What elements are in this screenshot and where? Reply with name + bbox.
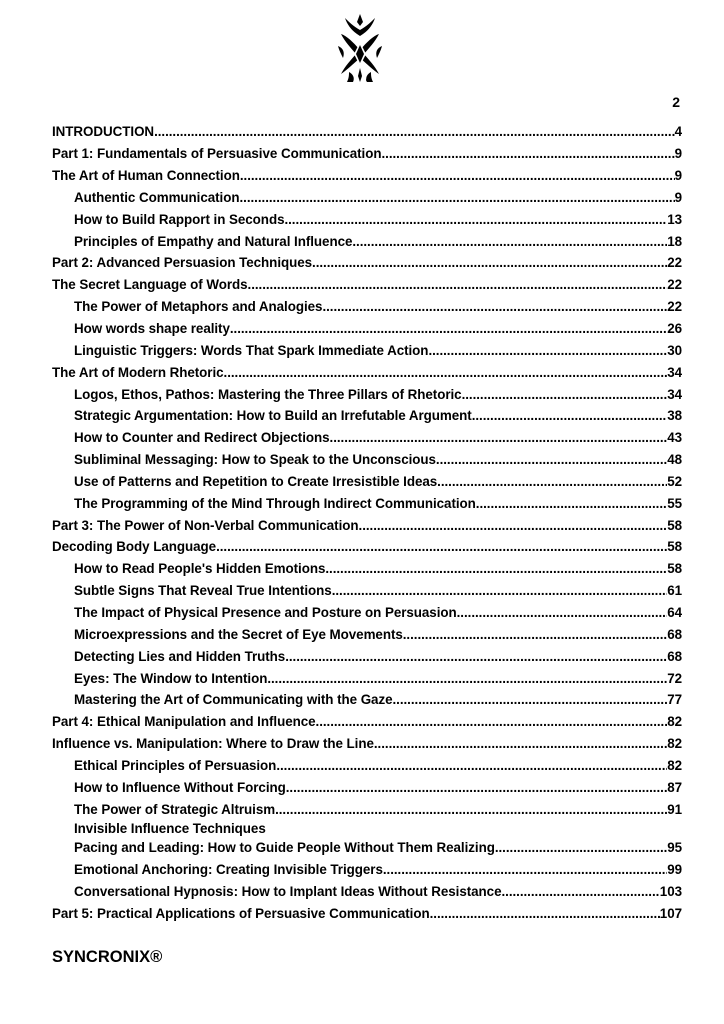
toc-entry-title: Part 5: Practical Applications of Persuasive Communication <box>52 905 430 921</box>
toc-entry-title: The Programming of the Mind Through Indirect Communication <box>74 495 476 511</box>
toc-leader-dots <box>374 736 667 751</box>
toc-entry[interactable] <box>52 645 682 667</box>
table-of-contents <box>52 121 682 924</box>
toc-entry-page: 72 <box>667 670 682 686</box>
toc-leader-dots <box>381 146 674 161</box>
toc-leader-dots <box>322 299 667 314</box>
toc-entry[interactable] <box>52 230 682 252</box>
toc-entry-page: 95 <box>667 840 682 856</box>
toc-entry[interactable] <box>52 558 682 580</box>
toc-entry-page: 77 <box>667 692 682 708</box>
toc-entry-title: Part 2: Advanced Persuasion Techniques <box>52 255 313 271</box>
toc-entry-title: Invisible Influence Techniques <box>74 821 266 836</box>
toc-entry[interactable] <box>52 274 682 296</box>
toc-entry-page: 4 <box>674 124 682 140</box>
toc-entry-page: 38 <box>667 408 682 424</box>
toc-entry-title: How words shape reality <box>74 321 230 337</box>
toc-entry[interactable] <box>52 187 682 209</box>
toc-entry-page: 82 <box>667 757 682 773</box>
toc-entry[interactable] <box>52 492 682 514</box>
toc-leader-dots <box>330 430 668 445</box>
toc-leader-dots <box>436 452 667 467</box>
toc-entry-page: 91 <box>667 801 682 817</box>
toc-entry-title: Subtle Signs That Reveal True Intentions <box>74 583 332 599</box>
toc-entry-title: Microexpressions and the Secret of Eye Movements <box>74 626 403 642</box>
toc-entry[interactable] <box>52 252 682 274</box>
toc-leader-dots <box>501 884 659 899</box>
toc-entry[interactable] <box>52 602 682 624</box>
toc-entry[interactable] <box>52 903 682 925</box>
toc-leader-dots <box>312 255 667 270</box>
toc-entry[interactable] <box>52 383 682 405</box>
toc-entry-title: How to Build Rapport in Seconds <box>74 211 285 227</box>
toc-leader-dots <box>359 518 668 533</box>
toc-leader-dots <box>316 714 668 729</box>
toc-entry[interactable] <box>52 208 682 230</box>
toc-leader-dots <box>430 906 660 921</box>
toc-leader-dots <box>230 321 667 336</box>
toc-entry-page: 82 <box>667 736 682 752</box>
toc-leader-dots <box>276 758 667 773</box>
toc-entry[interactable] <box>52 514 682 536</box>
toc-entry-title: The Impact of Physical Presence and Posture on Persuasion <box>74 604 457 620</box>
toc-entry[interactable] <box>52 143 682 165</box>
toc-leader-dots <box>403 627 667 642</box>
toc-entry[interactable] <box>52 536 682 558</box>
toc-entry-page: 22 <box>667 255 682 271</box>
toc-entry-title: Authentic Communication <box>74 189 240 205</box>
toc-leader-dots <box>248 277 668 292</box>
toc-entry-page: 48 <box>667 452 682 468</box>
toc-entry[interactable] <box>52 820 682 837</box>
toc-entry-title: Conversational Hypnosis: How to Implant Ideas Without Resistance <box>74 884 502 900</box>
toc-entry[interactable] <box>52 733 682 755</box>
toc-entry-title: Pacing and Leading: How to Guide People Without Them Realizing <box>74 840 495 856</box>
toc-entry[interactable] <box>52 776 682 798</box>
toc-entry[interactable] <box>52 623 682 645</box>
toc-entry-title: INTRODUCTION <box>52 124 155 140</box>
toc-entry-title: Use of Patterns and Repetition to Create Irresistible Ideas <box>74 473 438 489</box>
toc-leader-dots <box>352 234 667 249</box>
toc-leader-dots <box>457 605 668 620</box>
toc-entry[interactable] <box>52 580 682 602</box>
toc-entry-title: Ethical Principles of Persuasion <box>74 757 277 773</box>
toc-entry-title: Part 3: The Power of Non-Verbal Communication <box>52 517 359 533</box>
toc-entry-page: 107 <box>659 905 682 921</box>
page-number: 2 <box>672 94 680 110</box>
toc-leader-dots <box>285 649 667 664</box>
toc-entry-title: Eyes: The Window to Intention <box>74 670 268 686</box>
toc-leader-dots <box>325 561 667 576</box>
toc-entry-page: 9 <box>674 189 682 205</box>
toc-leader-dots <box>383 862 667 877</box>
toc-entry[interactable] <box>52 427 682 449</box>
toc-entry[interactable] <box>52 318 682 340</box>
toc-entry-title: Decoding Body Language <box>52 539 217 555</box>
toc-entry-page: 68 <box>667 648 682 664</box>
toc-leader-dots <box>472 408 668 423</box>
toc-entry-page: 82 <box>667 714 682 730</box>
toc-entry-page: 58 <box>667 517 682 533</box>
toc-entry[interactable] <box>52 296 682 318</box>
toc-entry[interactable] <box>52 798 682 820</box>
toc-entry-title: Emotional Anchoring: Creating Invisible Triggers <box>74 862 383 878</box>
toc-entry-title: Part 4: Ethical Manipulation and Influence <box>52 714 316 730</box>
toc-leader-dots <box>286 780 667 795</box>
toc-entry-page: 34 <box>667 364 682 380</box>
toc-entry-title: The Power of Strategic Altruism <box>74 801 276 817</box>
toc-entry[interactable] <box>52 689 682 711</box>
toc-entry-title: Logos, Ethos, Pathos: Mastering the Three Pillars of Rhetoric <box>74 386 462 402</box>
toc-entry[interactable] <box>52 711 682 733</box>
toc-entry-title: How to Counter and Redirect Objections <box>74 430 330 446</box>
toc-entry-page: 58 <box>667 561 682 577</box>
toc-entry-title: Linguistic Triggers: Words That Spark Immediate Action <box>74 342 429 358</box>
toc-entry-title: Strategic Argumentation: How to Build an Irrefutable Argument <box>74 408 472 424</box>
toc-entry-page: 87 <box>667 779 682 795</box>
toc-entry-page: 68 <box>667 626 682 642</box>
toc-entry-page: 34 <box>667 386 682 402</box>
toc-leader-dots <box>393 692 668 707</box>
toc-entry-title: The Power of Metaphors and Analogies <box>74 299 323 315</box>
brand-name: SYNCRONIX® <box>52 948 163 966</box>
toc-entry-page: 43 <box>667 430 682 446</box>
toc-leader-dots <box>267 671 667 686</box>
toc-entry-page: 58 <box>667 539 682 555</box>
toc-leader-dots <box>437 474 667 489</box>
toc-entry-page: 22 <box>667 299 682 315</box>
toc-entry[interactable] <box>52 361 682 383</box>
toc-entry-page: 13 <box>667 211 682 227</box>
toc-leader-dots <box>284 212 667 227</box>
toc-leader-dots <box>216 539 667 554</box>
toc-entry[interactable] <box>52 881 682 903</box>
toc-entry[interactable] <box>52 471 682 493</box>
toc-entry-title: Part 1: Fundamentals of Persuasive Communication <box>52 146 382 162</box>
toc-entry-page: 30 <box>667 342 682 358</box>
toc-entry-title: How to Read People's Hidden Emotions <box>74 561 326 577</box>
toc-leader-dots <box>476 496 667 511</box>
toc-entry-title: The Art of Human Connection <box>52 168 240 184</box>
toc-entry-title: The Art of Modern Rhetoric <box>52 364 224 380</box>
toc-entry-title: The Secret Language of Words <box>52 277 248 293</box>
toc-entry-page: 18 <box>667 233 682 249</box>
toc-entry-title: Principles of Empathy and Natural Influence <box>74 233 353 249</box>
toc-entry[interactable] <box>52 405 682 427</box>
toc-leader-dots <box>224 365 668 380</box>
toc-entry[interactable] <box>52 754 682 776</box>
toc-leader-dots <box>462 387 668 402</box>
toc-entry[interactable] <box>52 121 682 143</box>
toc-leader-dots <box>495 840 667 855</box>
toc-entry-page: 99 <box>667 862 682 878</box>
toc-entry-title: Subliminal Messaging: How to Speak to the Unconscious <box>74 452 436 468</box>
toc-entry[interactable] <box>52 667 682 689</box>
toc-entry-page: 9 <box>674 146 682 162</box>
toc-entry-page: 26 <box>667 321 682 337</box>
syncronix-emblem-icon <box>335 12 385 84</box>
toc-entry-page: 22 <box>667 277 682 293</box>
toc-entry-page: 61 <box>667 583 682 599</box>
toc-entry[interactable] <box>52 339 682 361</box>
toc-entry-title: Detecting Lies and Hidden Truths <box>74 648 286 664</box>
toc-entry[interactable] <box>52 449 682 471</box>
toc-leader-dots <box>154 124 675 139</box>
toc-entry-page: 103 <box>659 884 682 900</box>
toc-leader-dots <box>240 190 675 205</box>
toc-entry-page: 9 <box>674 168 682 184</box>
toc-entry[interactable] <box>52 837 682 859</box>
toc-entry[interactable] <box>52 165 682 187</box>
toc-leader-dots <box>275 802 667 817</box>
toc-entry-page: 64 <box>667 604 682 620</box>
toc-entry-title: How to Influence Without Forcing <box>74 779 286 795</box>
toc-entry[interactable] <box>52 859 682 881</box>
toc-leader-dots <box>332 583 668 598</box>
toc-entry-title: Mastering the Art of Communicating with the Gaze <box>74 692 393 708</box>
toc-entry-page: 55 <box>667 495 682 511</box>
toc-leader-dots <box>240 168 675 183</box>
toc-entry-title: Influence vs. Manipulation: Where to Draw the Line <box>52 736 374 752</box>
toc-entry-page: 52 <box>667 473 682 489</box>
toc-leader-dots <box>428 343 667 358</box>
